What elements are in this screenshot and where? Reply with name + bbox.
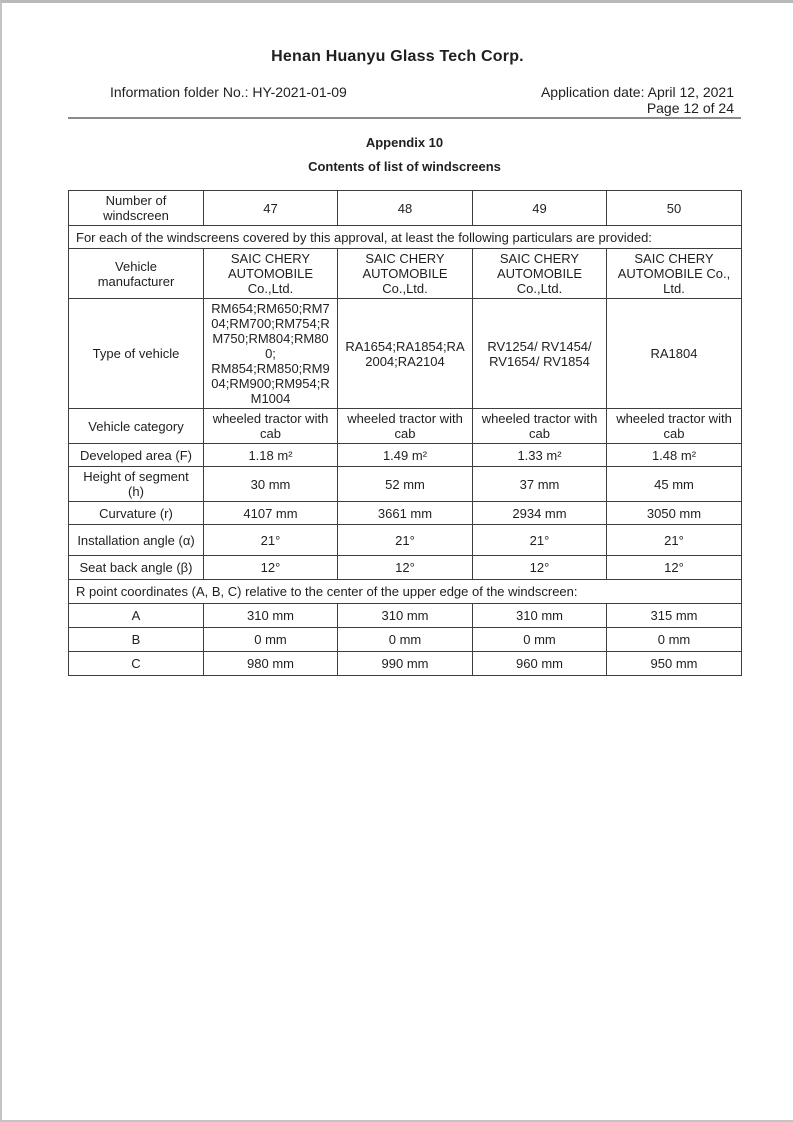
- contents-title: Contents of list of windscreens: [308, 159, 501, 174]
- cell: 1.48 m²: [607, 444, 742, 467]
- row-label: Type of vehicle: [69, 299, 204, 409]
- cell: 1.33 m²: [473, 444, 607, 467]
- cell: 310 mm: [473, 604, 607, 628]
- cell: 310 mm: [338, 604, 473, 628]
- cell-windscreen-50: 50: [607, 191, 742, 226]
- cell: 52 mm: [338, 467, 473, 502]
- table-row-curvature: [69, 502, 742, 525]
- cell: SAIC CHERY AUTOMOBILE Co., Ltd.: [607, 249, 742, 299]
- row-label: Developed area (F): [69, 444, 204, 467]
- cell: 980 mm: [204, 652, 338, 676]
- cell: 37 mm: [473, 467, 607, 502]
- windscreen-table: [68, 190, 742, 676]
- cell: 1.49 m²: [338, 444, 473, 467]
- cell: wheeled tractor with cab: [607, 409, 742, 444]
- cell: SAIC CHERY AUTOMOBILE Co.,Ltd.: [338, 249, 473, 299]
- row-label: Installation angle (α): [69, 525, 204, 556]
- table-row-coordinate-c: [69, 652, 742, 676]
- cell: wheeled tractor with cab: [473, 409, 607, 444]
- row-label: Height of segment (h): [69, 467, 204, 502]
- cell: 12°: [473, 556, 607, 580]
- cell: 3661 mm: [338, 502, 473, 525]
- cell-windscreen-48: 48: [338, 191, 473, 226]
- cell: 0 mm: [338, 628, 473, 652]
- r-point-note: R point coordinates (A, B, C) relative to the center of the upper edge of the windscreen:: [69, 580, 742, 604]
- cell-windscreen-47: 47: [204, 191, 338, 226]
- cell: wheeled tractor with cab: [204, 409, 338, 444]
- table-row-r-point-note: [69, 580, 742, 604]
- cell: RV1254/ RV1454/ RV1654/ RV1854: [473, 299, 607, 409]
- row-label: Number of windscreen: [69, 191, 204, 226]
- cell: 960 mm: [473, 652, 607, 676]
- table-note: For each of the windscreens covered by this approval, at least the following particulars are provided:: [69, 226, 742, 249]
- page-content: [68, 84, 741, 676]
- cell: 12°: [607, 556, 742, 580]
- cell: SAIC CHERY AUTOMOBILE Co.,Ltd.: [204, 249, 338, 299]
- table-row-height-of-segment: [69, 467, 742, 502]
- cell: wheeled tractor with cab: [338, 409, 473, 444]
- cell: 4107 mm: [204, 502, 338, 525]
- cell: 3050 mm: [607, 502, 742, 525]
- page-number: Page 12 of 24: [646, 100, 734, 116]
- table-row-coordinate-b: [69, 628, 742, 652]
- cell: 0 mm: [607, 628, 742, 652]
- cell: 990 mm: [338, 652, 473, 676]
- cell: 950 mm: [607, 652, 742, 676]
- table-row-seat-back-angle: [69, 556, 742, 580]
- cell: SAIC CHERY AUTOMOBILE Co.,Ltd.: [473, 249, 607, 299]
- row-label: C: [69, 652, 204, 676]
- cell: 310 mm: [204, 604, 338, 628]
- table-row-vehicle-category: [69, 409, 742, 444]
- cell: 30 mm: [204, 467, 338, 502]
- appendix-title: Appendix 10: [365, 135, 444, 150]
- table-row-note: [69, 226, 742, 249]
- application-date: Application date: April 12, 2021: [540, 84, 734, 100]
- cell: 12°: [204, 556, 338, 580]
- cell: 315 mm: [607, 604, 742, 628]
- row-label: B: [69, 628, 204, 652]
- cell: 0 mm: [473, 628, 607, 652]
- cell: 45 mm: [607, 467, 742, 502]
- cell: 2934 mm: [473, 502, 607, 525]
- header-divider: [68, 117, 741, 119]
- cell: 0 mm: [204, 628, 338, 652]
- table-row-type-of-vehicle: [69, 299, 742, 409]
- cell: 21°: [607, 525, 742, 556]
- cell: 12°: [338, 556, 473, 580]
- cell: RA1804: [607, 299, 742, 409]
- cell: 21°: [338, 525, 473, 556]
- cell-windscreen-49: 49: [473, 191, 607, 226]
- row-label: Vehicle manufacturer: [69, 249, 204, 299]
- cell: RM654;RM650;RM704;RM700;RM754;RM750;RM804;RM800; RM854;RM850;RM904;RM900;RM954;RM1004: [204, 299, 338, 409]
- row-label: Curvature (r): [69, 502, 204, 525]
- table-row-coordinate-a: [69, 604, 742, 628]
- info-folder-number: Information folder No.: HY-2021-01-09: [110, 84, 347, 100]
- row-label: Vehicle category: [69, 409, 204, 444]
- table-row-number-of-windscreen: [69, 191, 742, 226]
- table-row-vehicle-manufacturer: [69, 249, 742, 299]
- cell: 1.18 m²: [204, 444, 338, 467]
- document-header: [68, 84, 741, 100]
- row-label: A: [69, 604, 204, 628]
- cell: 21°: [204, 525, 338, 556]
- row-label: Seat back angle (β): [69, 556, 204, 580]
- cell: 21°: [473, 525, 607, 556]
- table-row-installation-angle: [69, 525, 742, 556]
- company-title: Henan Huanyu Glass Tech Corp.: [271, 48, 524, 65]
- table-row-developed-area: [69, 444, 742, 467]
- cell: RA1654;RA1854;RA2004;RA2104: [338, 299, 473, 409]
